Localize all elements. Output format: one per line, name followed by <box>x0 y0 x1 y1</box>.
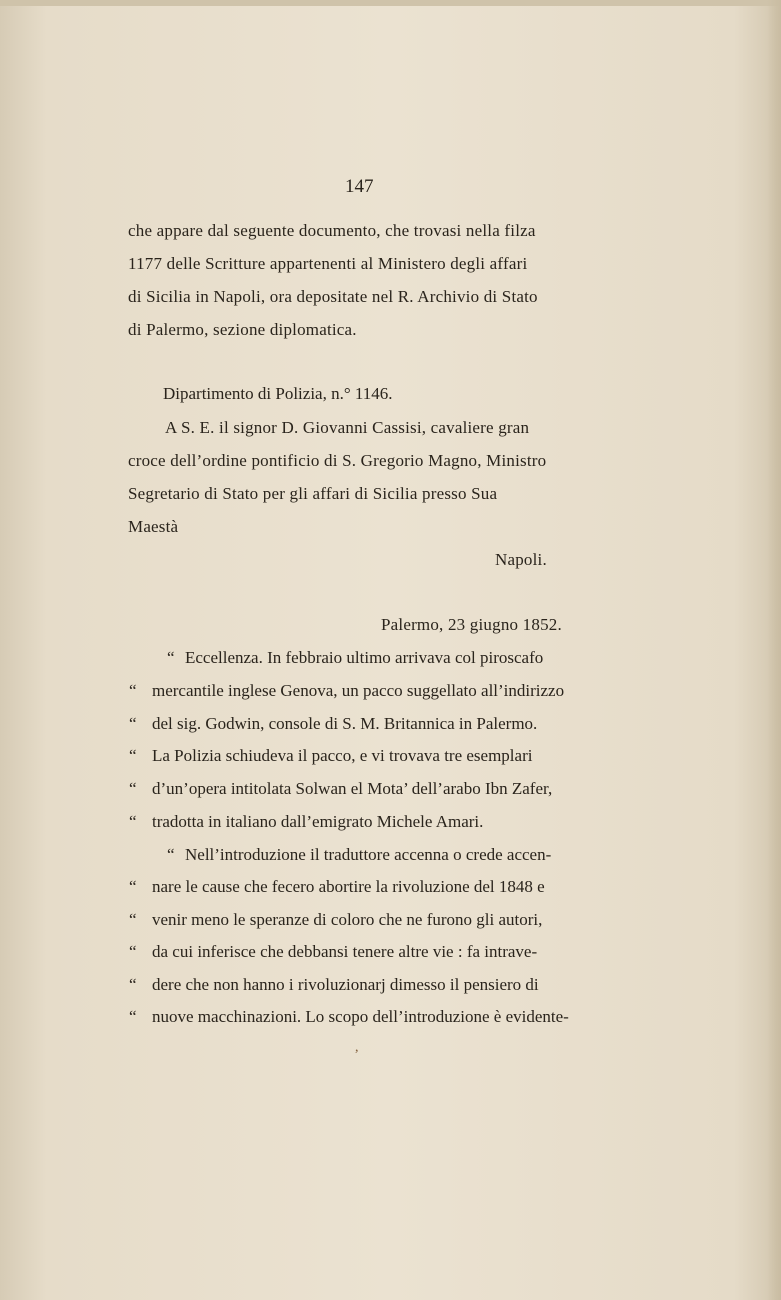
letter-line: nare le cause che fecero abortire la rivoluzione del 1848 e <box>152 877 545 896</box>
letter-line: da cui inferisce che debbansi tenere altre vie : fa intrave- <box>152 942 538 961</box>
dateline: Palermo, 23 giugno 1852. <box>381 615 562 634</box>
page-top-edge <box>0 0 781 6</box>
text-line: di Sicilia in Napoli, ora depositate nel R. Archivio di Stato <box>128 287 538 306</box>
letter-line: nuove macchinazioni. Lo scopo dell’introduzione è evidente- <box>152 1007 569 1026</box>
address-line: A S. E. il signor D. Giovanni Cassisi, cavaliere gran <box>165 418 530 437</box>
quote-mark: “ <box>129 877 137 896</box>
quote-mark: “ <box>129 714 137 733</box>
address-line: Maestà <box>128 517 179 536</box>
quote-mark: “ <box>129 910 137 929</box>
quote-mark: “ <box>129 779 137 798</box>
letter-line: Nell’introduzione il traduttore accenna o crede accen- <box>185 845 552 864</box>
ink-speck: , <box>355 1040 359 1055</box>
page-number: 147 <box>345 176 374 197</box>
document-heading: Dipartimento di Polizia, n.° 1146. <box>163 384 393 403</box>
letter-line: dere che non hanno i rivoluzionarj dimesso il pensiero di <box>152 975 539 994</box>
address-place: Napoli. <box>495 550 547 569</box>
quote-mark: “ <box>129 1007 137 1026</box>
letter-line: del sig. Godwin, console di S. M. Britannica in Palermo. <box>152 714 538 733</box>
letter-line: Eccellenza. In febbraio ultimo arrivava col piroscafo <box>185 648 544 667</box>
quote-mark: “ <box>129 975 137 994</box>
text-line: che appare dal seguente documento, che trovasi nella filza <box>128 221 536 240</box>
letter-line: venir meno le speranze di coloro che ne furono gli autori, <box>152 910 543 929</box>
quote-mark: “ <box>129 942 137 961</box>
page-right-edge <box>767 0 781 1300</box>
text-line: di Palermo, sezione diplomatica. <box>128 320 357 339</box>
letter-line: La Polizia schiudeva il pacco, e vi trovava tre esemplari <box>152 746 533 765</box>
quote-mark: “ <box>129 812 137 831</box>
quote-mark: “ <box>129 746 137 765</box>
address-line: Segretario di Stato per gli affari di Sicilia presso Sua <box>128 484 498 503</box>
text-line: 1177 delle Scritture appartenenti al Ministero degli affari <box>128 254 528 273</box>
quote-mark: “ <box>167 845 175 864</box>
quote-mark: “ <box>129 681 137 700</box>
letter-line: mercantile inglese Genova, un pacco suggellato all’indirizzo <box>152 681 565 700</box>
letter-line: d’un’opera intitolata Solwan el Mota’ dell’arabo Ibn Zafer, <box>152 779 553 798</box>
address-line: croce dell’ordine pontificio di S. Gregorio Magno, Ministro <box>128 451 547 470</box>
letter-line: tradotta in italiano dall’emigrato Michele Amari. <box>152 812 484 831</box>
quote-mark: “ <box>167 648 175 667</box>
